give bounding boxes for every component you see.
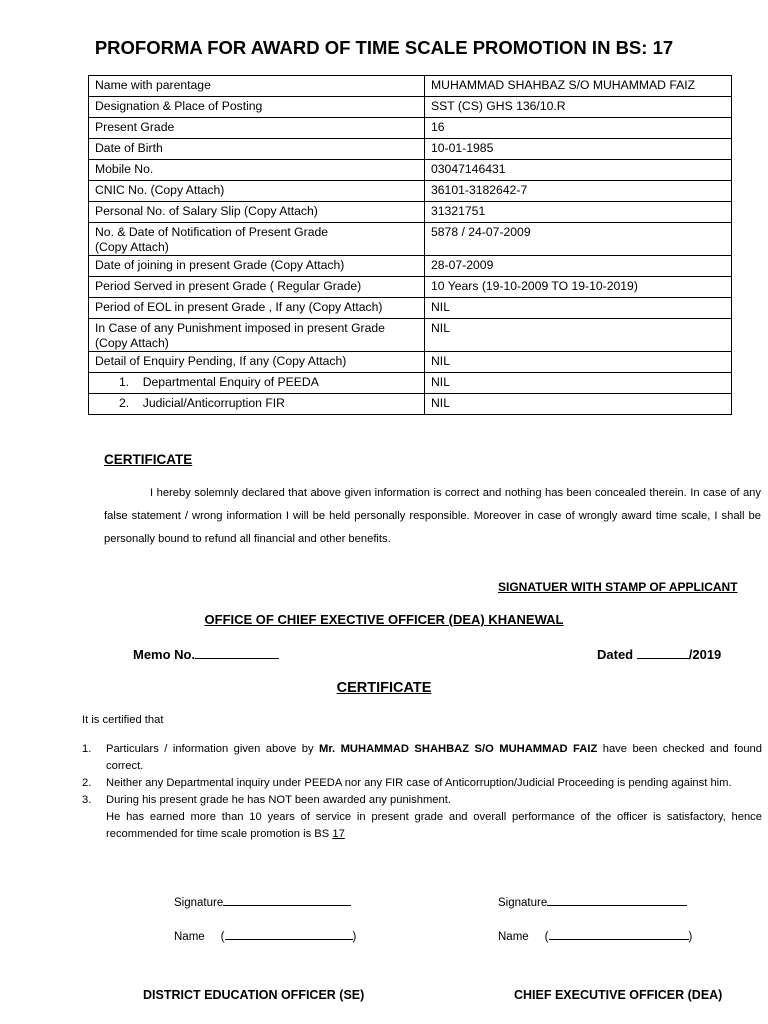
field-value: NIL xyxy=(425,373,732,394)
field-label xyxy=(89,223,425,256)
field-label: Designation & Place of Posting xyxy=(89,97,425,118)
table-row xyxy=(89,118,732,139)
field-label: Date of joining in present Grade (Copy Attach) xyxy=(89,256,425,277)
certified-intro: It is certified that xyxy=(82,714,164,726)
office-heading: OFFICE OF CHIEF EXECTIVE OFFICER (DEA) KHANEWAL xyxy=(204,612,564,627)
field-value: 31321751 xyxy=(425,202,732,223)
field-label: Period of EOL in present Grade , If any (Copy Attach) xyxy=(89,298,425,319)
field-label: Date of Birth xyxy=(89,139,425,160)
memo-label: Memo No. xyxy=(133,647,196,662)
field-value: NIL xyxy=(425,298,732,319)
field-label xyxy=(89,373,425,394)
name-label: Name xyxy=(498,931,529,943)
table-row xyxy=(89,298,732,319)
field-label: Present Grade xyxy=(89,118,425,139)
field-value: 36101-3182642-7 xyxy=(425,181,732,202)
field-value: 10-01-1985 xyxy=(425,139,732,160)
list-item xyxy=(82,792,762,843)
field-label: Mobile No. xyxy=(89,160,425,181)
table-row xyxy=(89,97,732,118)
list-item xyxy=(82,741,762,775)
name-label: Name xyxy=(174,931,205,943)
field-value: 28-07-2009 xyxy=(425,256,732,277)
applicant-signature-label: SIGNATUER WITH STAMP OF APPLICANT xyxy=(498,580,738,594)
field-value: NIL xyxy=(425,394,732,415)
item-text: During his present grade he has NOT been awarded any punishment. xyxy=(106,794,451,806)
list-number: 2. xyxy=(119,396,130,410)
field-value: SST (CS) GHS 136/10.R xyxy=(425,97,732,118)
field-label: Detail of Enquiry Pending, If any (Copy Attach) xyxy=(89,352,425,373)
item-text-extra: He has earned more than 10 years of service in present grade and overall performance of the officer is satisfactory, hence recommended for time scale promotion is BS xyxy=(106,811,762,840)
list-number: 3. xyxy=(82,794,92,806)
table-row xyxy=(89,76,732,97)
district-education-officer: DISTRICT EDUCATION OFFICER (SE) xyxy=(143,988,365,1002)
bs-grade: 17 xyxy=(332,828,345,840)
certificate-heading-2: CERTIFICATE xyxy=(336,680,432,696)
field-label-line1: No. & Date of Notification of Present Grade xyxy=(95,225,329,239)
field-label-line1: In Case of any Punishment imposed in present Grade xyxy=(95,321,385,335)
table-row xyxy=(89,139,732,160)
table-row xyxy=(89,223,732,256)
table-row xyxy=(89,394,732,415)
field-label: Name with parentage xyxy=(89,76,425,97)
dated-blank xyxy=(637,658,689,659)
field-value: 10 Years (19-10-2009 TO 19-10-2019) xyxy=(425,277,732,298)
certificate-heading: CERTIFICATE xyxy=(104,452,193,467)
dated-year: /2019 xyxy=(688,647,722,662)
memo-blank xyxy=(195,658,279,659)
field-label-line2: (Copy Attach) xyxy=(95,336,169,350)
chief-executive-officer: CHIEF EXECUTIVE OFFICER (DEA) xyxy=(514,988,723,1002)
signature-blank xyxy=(223,905,351,906)
signature-line-left xyxy=(174,897,351,909)
field-value: NIL xyxy=(425,319,732,352)
item-text-pre: Particulars / information given above by xyxy=(106,743,319,755)
certificate-list xyxy=(82,741,762,843)
signature-blank xyxy=(547,905,687,906)
name-line-left: Name ( ) xyxy=(174,931,357,943)
field-label: Personal No. of Salary Slip (Copy Attach) xyxy=(89,202,425,223)
field-label xyxy=(89,319,425,352)
table-row xyxy=(89,319,732,352)
field-label-text: Departmental Enquiry of PEEDA xyxy=(142,375,319,389)
field-value: 16 xyxy=(425,118,732,139)
name-blank xyxy=(549,939,689,940)
item-text-post: have been checked and found correct. xyxy=(106,743,762,772)
field-label-line2: (Copy Attach) xyxy=(95,240,169,254)
table-row xyxy=(89,373,732,394)
field-value: NIL xyxy=(425,352,732,373)
proforma-table xyxy=(88,75,732,415)
signature-line-right xyxy=(498,897,687,909)
field-value: MUHAMMAD SHAHBAZ S/O MUHAMMAD FAIZ xyxy=(425,76,732,97)
list-item xyxy=(82,775,762,792)
table-row xyxy=(89,160,732,181)
officer-name: Mr. MUHAMMAD SHAHBAZ S/O MUHAMMAD FAIZ xyxy=(319,743,598,755)
memo-line xyxy=(133,647,279,662)
list-number: 1. xyxy=(82,743,92,755)
table-row xyxy=(89,256,732,277)
signature-label: Signature xyxy=(174,897,224,909)
field-label xyxy=(89,394,425,415)
table-row xyxy=(89,202,732,223)
table-row xyxy=(89,181,732,202)
field-value: 5878 / 24-07-2009 xyxy=(425,223,732,256)
list-number: 1. xyxy=(119,375,130,389)
dated-line xyxy=(597,647,721,662)
item-text: Neither any Departmental inquiry under PEEDA nor any FIR case of Anticorruption/Judicial Proceeding is pending against him. xyxy=(106,777,732,789)
name-line-right: Name ( ) xyxy=(498,931,693,943)
field-value: 03047146431 xyxy=(425,160,732,181)
table-row xyxy=(89,352,732,373)
declaration-text: I hereby solemnly declared that above given information is correct and nothing has been concealed therein. In case of any false statement / wrong information I will be held personally responsible. Moreover in case of wrongly award time scale, I shall be personally bound to refund all financial and other benefits. xyxy=(104,487,761,545)
table-row xyxy=(89,277,732,298)
field-label: CNIC No. (Copy Attach) xyxy=(89,181,425,202)
dated-label: Dated xyxy=(597,647,634,662)
signature-label: Signature xyxy=(498,897,548,909)
declaration-paragraph xyxy=(104,482,761,551)
list-number: 2. xyxy=(82,777,92,789)
name-blank xyxy=(225,939,353,940)
field-label-text: Judicial/Anticorruption FIR xyxy=(142,396,285,410)
page-title: PROFORMA FOR AWARD OF TIME SCALE PROMOTION IN BS: 17 xyxy=(94,37,674,58)
field-label: Period Served in present Grade ( Regular Grade) xyxy=(89,277,425,298)
